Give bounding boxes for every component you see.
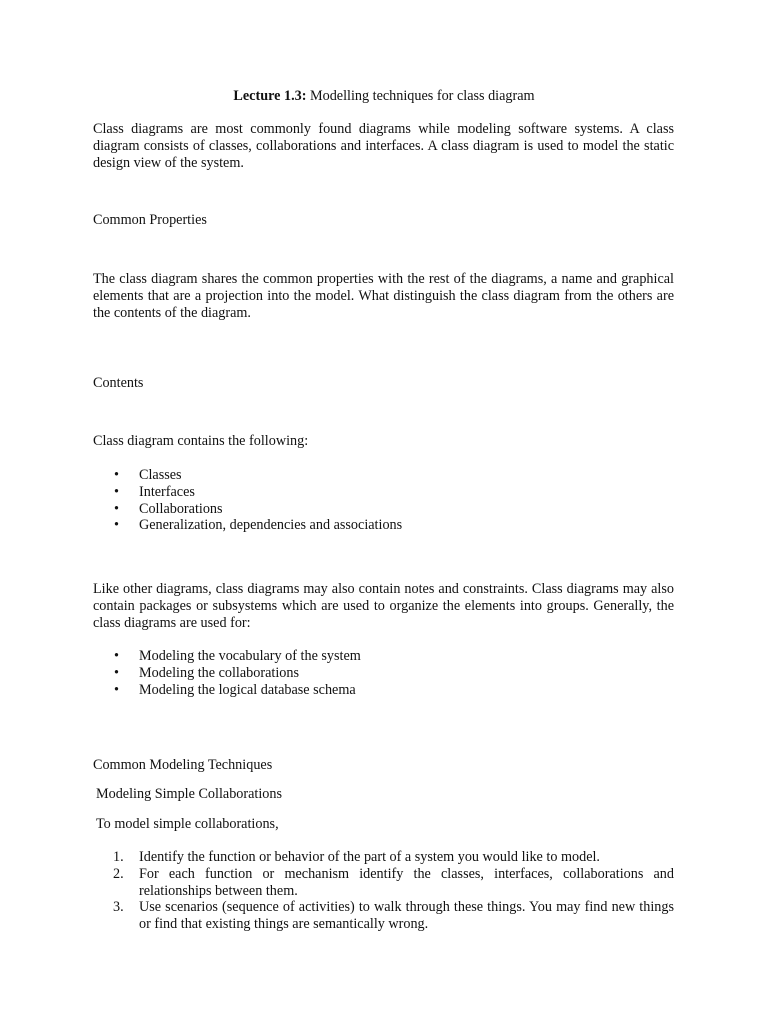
title-bold: Lecture 1.3: (233, 88, 307, 104)
list-item-text: Generalization, dependencies and associations (139, 517, 403, 534)
list-item (93, 866, 674, 900)
title-rest: Modelling techniques for class diagram (306, 88, 535, 104)
page-title (0, 88, 768, 105)
steps-list-wrap (93, 849, 674, 933)
section-heading-common-properties: Common Properties (93, 212, 207, 228)
section-heading-contents: Contents (93, 375, 144, 391)
list-item-text: Interfaces (139, 483, 195, 500)
usage-paragraph: Like other diagrams, class diagrams may also contain notes and constraints. Class diagrams may also contain packages or subsystems which are used to organize the elements into groups. Generally, the class diagrams are used for: (93, 581, 674, 631)
bullet-icon: • (114, 467, 119, 483)
step-number: 1. (113, 849, 124, 865)
list-item (93, 467, 674, 484)
bullet-icon: • (114, 681, 119, 698)
list-item (93, 899, 674, 933)
bullet-icon: • (114, 483, 119, 500)
techniques-lead: To model simple collaborations, (96, 816, 279, 832)
contents-lead: Class diagram contains the following: (93, 433, 309, 449)
list-item-text: Modeling the vocabulary of the system (139, 648, 361, 664)
list-item-text: Modeling the collaborations (139, 664, 299, 681)
list-item (93, 665, 674, 682)
list-item (93, 501, 674, 518)
list-item-text: For each function or mechanism identify the classes, interfaces, collaborations and relationships between them. (139, 865, 674, 899)
bullet-icon: • (114, 517, 119, 534)
section-heading-common-modeling-techniques: Common Modeling Techniques (93, 757, 273, 773)
subheading-modeling-simple-collaborations: Modeling Simple Collaborations (96, 786, 283, 802)
contents-list (93, 467, 674, 534)
intro-paragraph: Class diagrams are most commonly found diagrams while modeling software systems. A class diagram consists of classes, collaborations and interfaces. A class diagram is used to model the static design view of the system. (93, 121, 674, 171)
list-item (93, 517, 674, 534)
list-item-text: Modeling the logical database schema (139, 681, 356, 698)
common-properties-paragraph: The class diagram shares the common properties with the rest of the diagrams, a name and graphical elements that are a projection into the model. What distinguish the class diagram from the others are the contents of the diagram. (93, 271, 674, 321)
bullet-icon: • (114, 648, 119, 664)
step-number: 3. (113, 899, 124, 916)
list-item (93, 682, 674, 699)
list-item (93, 849, 674, 866)
list-item (93, 484, 674, 501)
list-item-text: Classes (139, 467, 182, 483)
usage-list (93, 648, 674, 698)
bullet-icon: • (114, 500, 119, 517)
list-item-text: Identify the function or behavior of the part of a system you would like to model. (139, 849, 600, 865)
bullet-icon: • (114, 664, 119, 681)
usage-list-wrap (93, 648, 674, 698)
list-item-text: Use scenarios (sequence of activities) to walk through these things. You may find new things or find that existing things are semantically wrong. (139, 899, 674, 933)
step-number: 2. (113, 865, 124, 882)
list-item (93, 648, 674, 665)
steps-list (93, 849, 674, 933)
list-item-text: Collaborations (139, 500, 223, 517)
contents-list-wrap (93, 467, 674, 534)
